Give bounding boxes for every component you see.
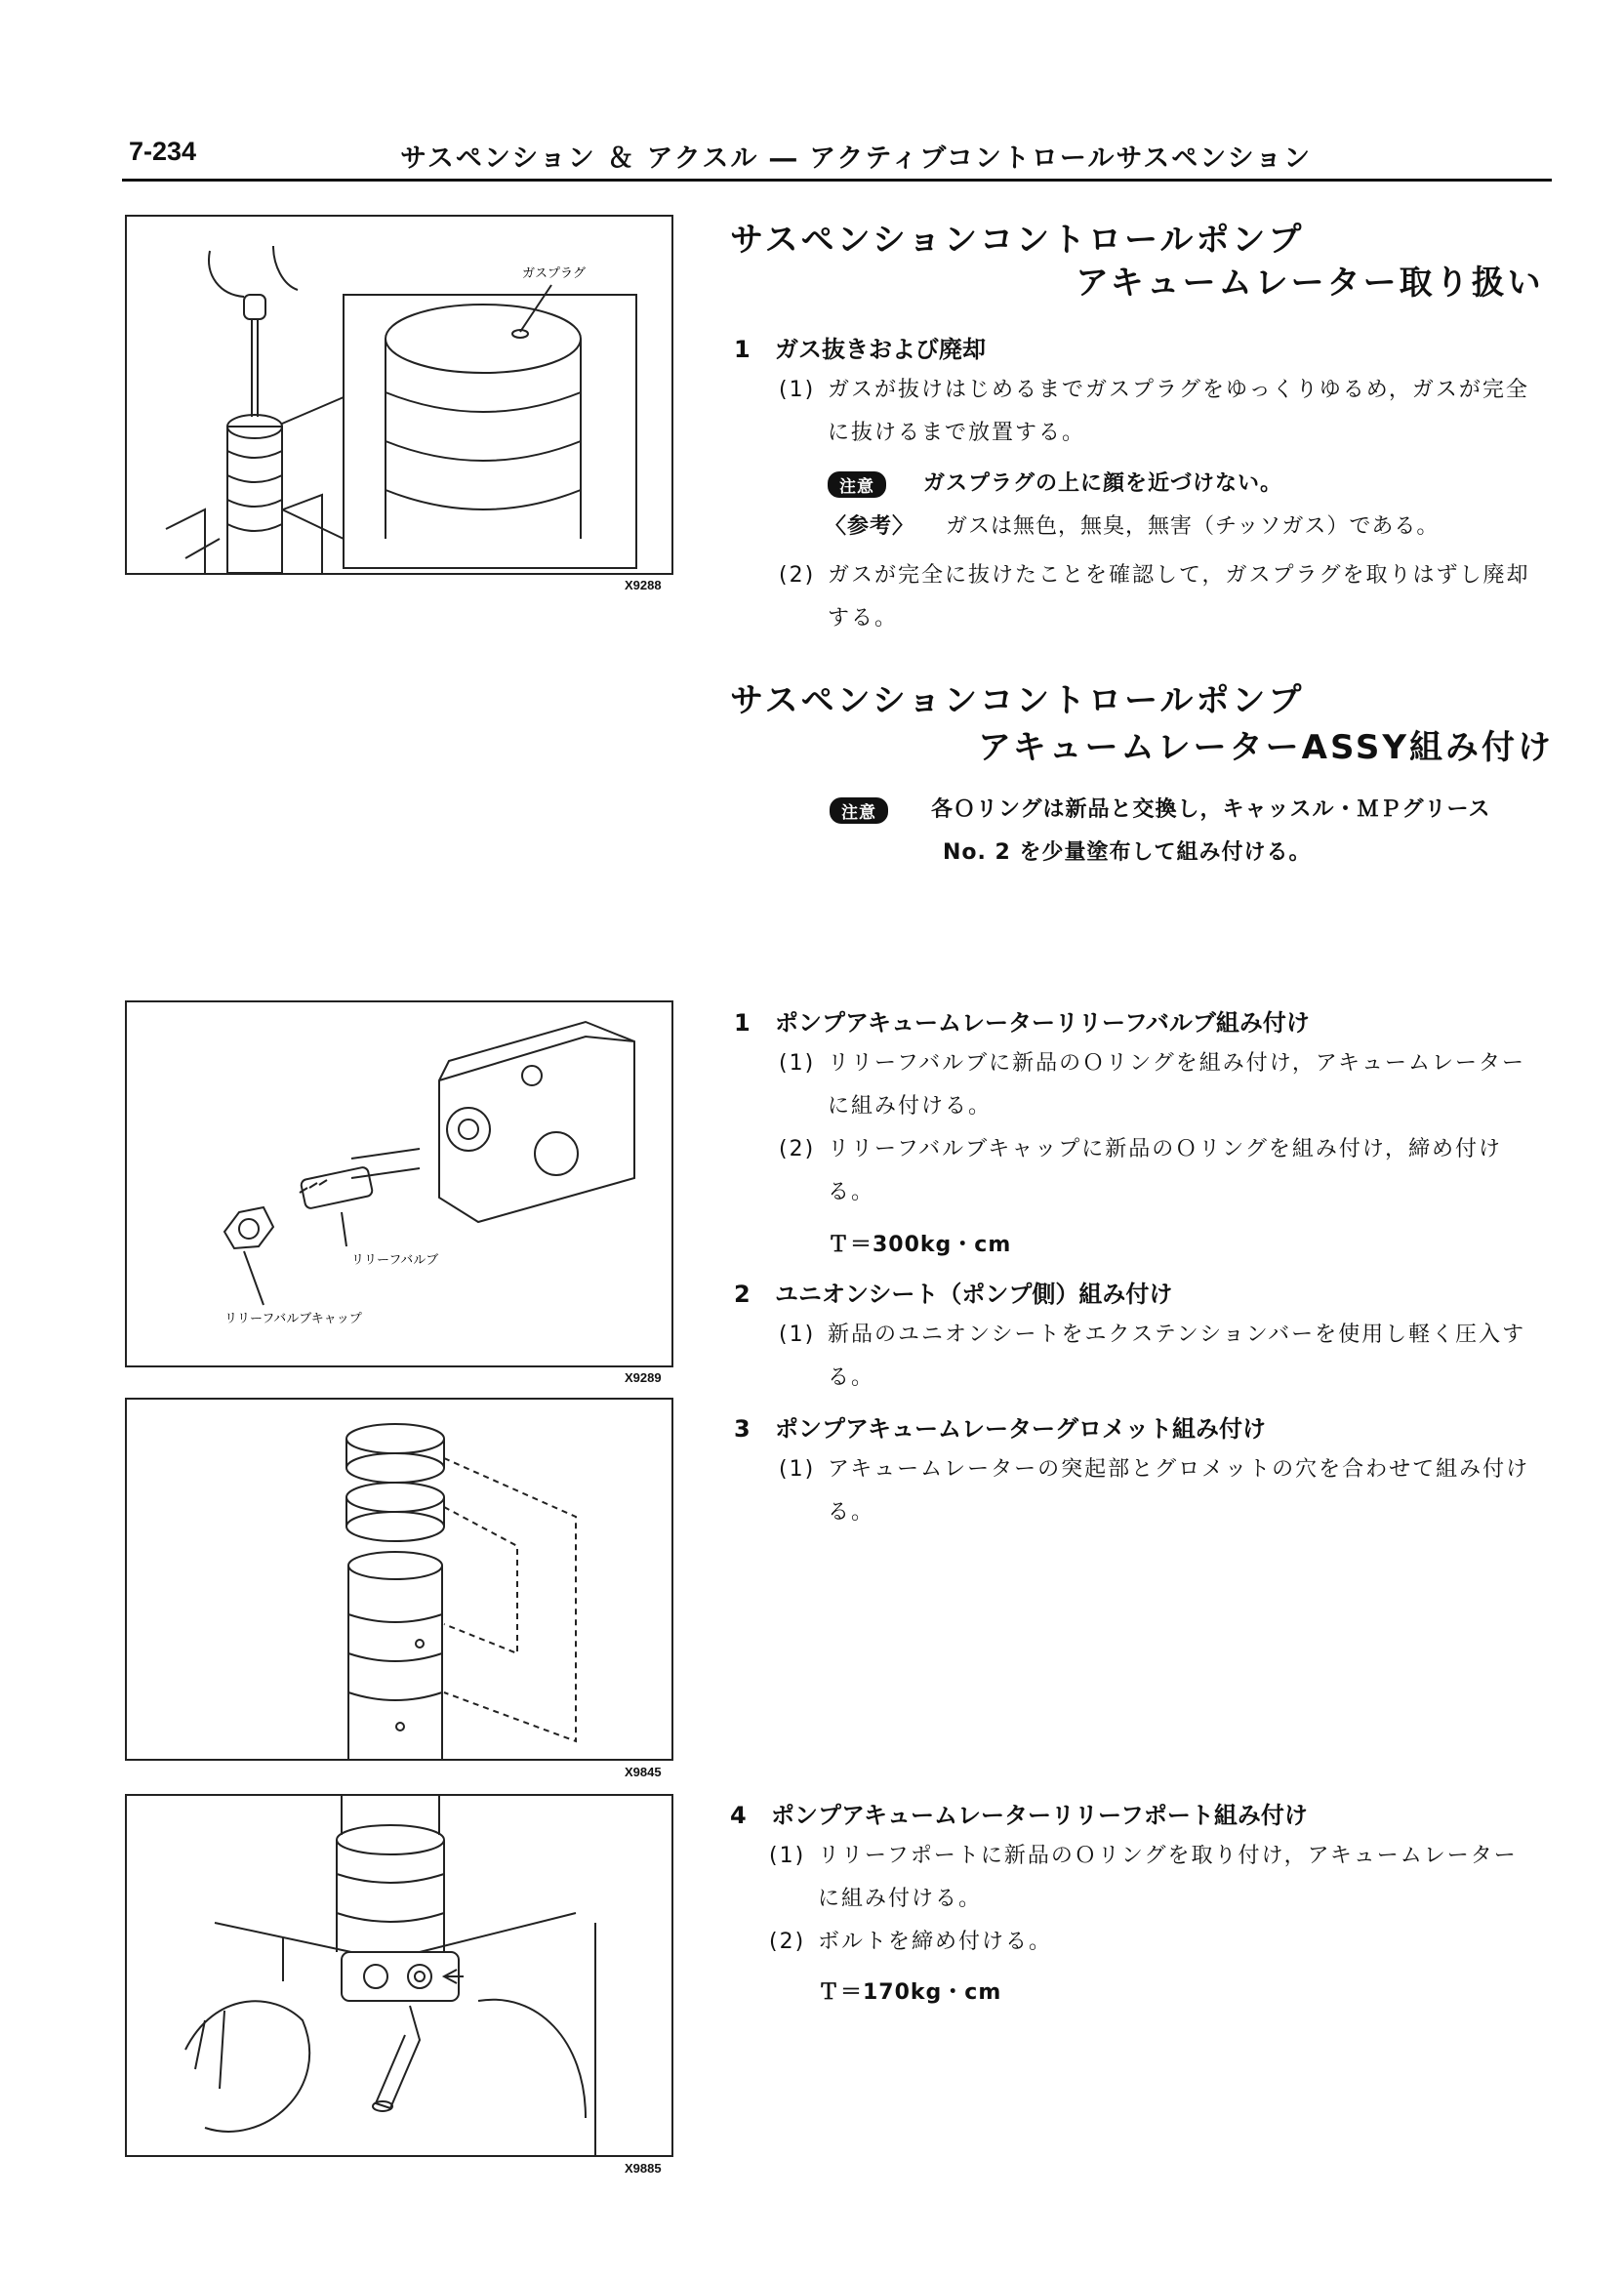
sub-number: (2)	[779, 1137, 816, 1161]
section1-title-line2: アキュームレーター取り扱い	[1076, 264, 1544, 303]
figure-gas-plug	[125, 215, 673, 575]
step-title: ガス抜きおよび廃却	[775, 336, 986, 363]
section2-step4-torque: Ｔ＝170kg・cm	[818, 1980, 1002, 2005]
caution-text: 各Ｏリングは新品と交換し，キャッスル・ＭＰグリース	[931, 797, 1491, 822]
section2-step4-sub2	[769, 1921, 1530, 1964]
caution-badge: 注意	[828, 471, 886, 498]
step-title: ポンプアキュームレーターリリーフバルブ組み付け	[775, 1009, 1310, 1037]
relief-valve-cap-label: リリーフバルブキャップ	[224, 1312, 362, 1326]
step-number: 1	[734, 1009, 751, 1037]
sub-text: ガスが抜けはじめるまでガスプラグをゆっくりゆるめ，ガスが完全に抜けるまで放置する。	[828, 378, 1529, 445]
section2-caution-line1	[830, 793, 1490, 824]
sub-text: 新品のユニオンシートをエクステンションバーを使用し軽く圧入する。	[828, 1323, 1526, 1390]
sub-number: (1)	[779, 1457, 816, 1482]
step-title: ポンプアキュームレーターグロメット組み付け	[775, 1415, 1267, 1443]
section1-reference	[825, 509, 1439, 540]
step-number: 3	[734, 1415, 751, 1443]
section1-step1-sub2	[779, 554, 1530, 640]
header-rule	[122, 179, 1552, 182]
sub-text: リリーフバルブキャップに新品のＯリングを組み付け，締め付ける。	[828, 1137, 1502, 1204]
caution-badge: 注意	[830, 797, 888, 824]
figure-id: X9289	[625, 1370, 662, 1385]
sub-text: ガスが完全に抜けたことを確認して，ガスプラグを取りはずし廃却する。	[828, 563, 1530, 631]
sub-number: (2)	[779, 563, 816, 588]
section1-caution	[828, 467, 1282, 498]
section2-caution-line2: No. 2 を少量塗布して組み付ける。	[943, 840, 1312, 865]
reference-label: 〈参考〉	[825, 514, 915, 539]
step-title: ポンプアキュームレーターリリーフポート組み付け	[771, 1802, 1308, 1829]
section2-title-line1: サスペンションコントロールポンプ	[730, 681, 1305, 720]
section1-step1-heading	[734, 330, 986, 364]
section2-step4-sub1	[769, 1835, 1530, 1921]
page-number: 7-234	[129, 137, 197, 166]
section1-title-line1: サスペンションコントロールポンプ	[730, 221, 1305, 260]
sub-number: (2)	[769, 1930, 806, 1954]
sub-number: (1)	[779, 1051, 816, 1076]
sub-text: リリーフバルブに新品のＯリングを組み付け，アキュームレーターに組み付ける。	[828, 1051, 1525, 1119]
section2-step3-heading	[734, 1409, 1266, 1444]
figure-relief-valve	[125, 1000, 673, 1367]
sub-number: (1)	[769, 1844, 806, 1868]
page-header-title: サスペンション ＆ アクスル ― アクティブコントロールサスペンション	[400, 143, 1313, 174]
relief-valve-illustration	[127, 1002, 671, 1365]
section2-step2-sub1	[779, 1314, 1530, 1400]
section2-step1-sub1	[779, 1042, 1530, 1128]
gas-plug-illustration	[127, 217, 671, 573]
section2-step4-heading	[730, 1796, 1308, 1830]
step-number: 1	[734, 336, 751, 363]
relief-port-illustration	[127, 1796, 671, 2155]
gas-plug-label: ガスプラグ	[522, 266, 587, 281]
sub-text: リリーフポートに新品のＯリングを取り付け，アキュームレーターに組み付ける。	[818, 1844, 1518, 1911]
section2-step1-sub2	[779, 1128, 1530, 1214]
section2-step3-sub1	[779, 1448, 1530, 1534]
sub-text: ボルトを締め付ける。	[818, 1930, 1053, 1954]
sub-number: (1)	[779, 1323, 816, 1347]
figure-id: X9885	[625, 2161, 662, 2176]
step-title: ユニオンシート（ポンプ側）組み付け	[775, 1281, 1173, 1308]
sub-number: (1)	[779, 378, 816, 402]
section2-step1-heading	[734, 1003, 1310, 1038]
figure-id: X9845	[625, 1765, 662, 1779]
figure-relief-port	[125, 1794, 673, 2157]
step-number: 2	[734, 1281, 751, 1308]
caution-text: ガスプラグの上に顔を近づけない。	[923, 471, 1283, 496]
relief-valve-label: リリーフバルブ	[351, 1253, 439, 1268]
section2-step2-heading	[734, 1275, 1172, 1309]
figure-id: X9288	[625, 578, 662, 592]
section1-step1-sub1	[779, 369, 1530, 455]
figure-grommet	[125, 1398, 673, 1761]
section2-title-line2: アキュームレーターASSY組み付け	[978, 728, 1555, 767]
reference-text: ガスは無色，無臭，無害（チッソガス）である。	[946, 514, 1440, 539]
sub-text: アキュームレーターの突起部とグロメットの穴を合わせて組み付ける。	[828, 1457, 1530, 1525]
step-number: 4	[730, 1802, 747, 1829]
grommet-illustration	[127, 1400, 671, 1759]
section2-step1-torque: Ｔ＝300kg・cm	[828, 1233, 1012, 1257]
